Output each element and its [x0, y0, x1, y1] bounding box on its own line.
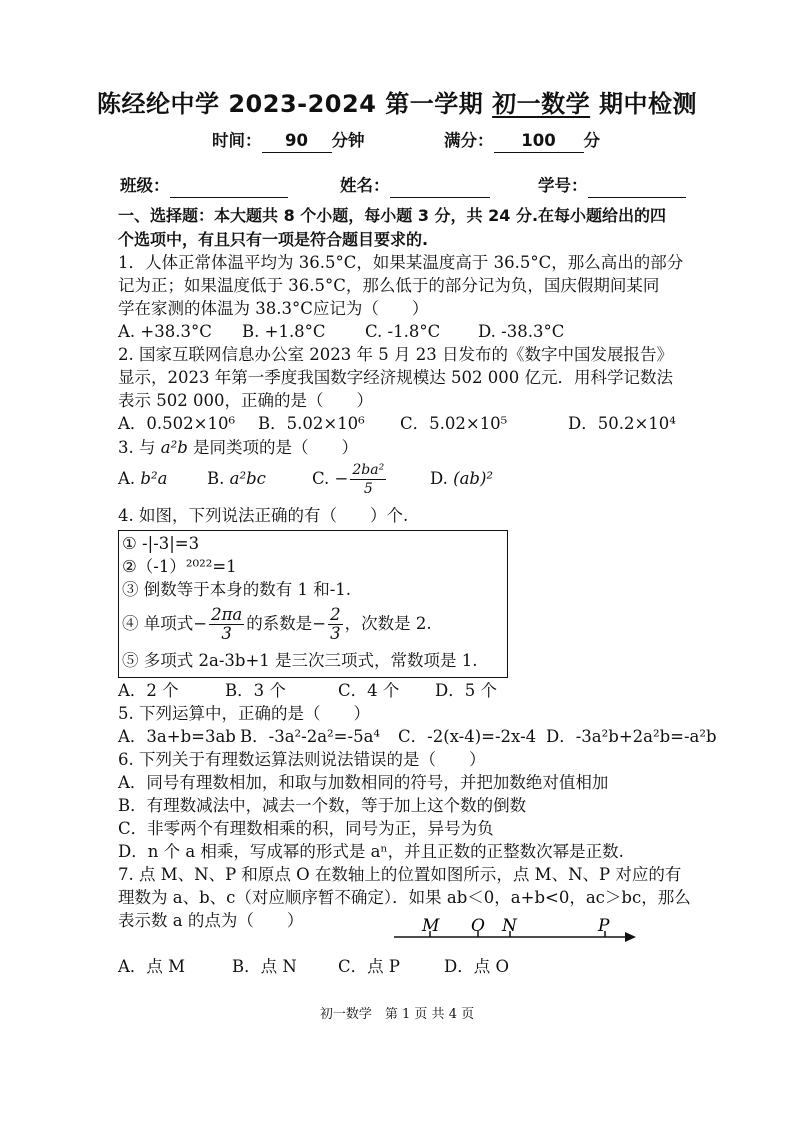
q4-s4-fraction-2	[328, 606, 343, 643]
q3-option-c	[312, 457, 388, 501]
q4-s4-den: 3	[221, 624, 232, 643]
q6-option-a: A．同号有理数相加，和取与加数相同的符号，并把加数绝对值相加	[118, 773, 609, 792]
id-blank[interactable]	[588, 175, 686, 198]
q2-option-c: C．5.02×10⁵	[400, 414, 508, 433]
q4-statement-1: ① -|-3|=3	[122, 534, 200, 553]
number-line-figure	[390, 916, 640, 946]
q4-s4-den2: 3	[330, 624, 341, 643]
score-row	[444, 130, 600, 153]
q2-option-b: B．5.02×10⁶	[258, 414, 365, 433]
q1-option-d: D. -38.3°C	[478, 322, 565, 341]
q3-d-expr: (ab)²	[453, 469, 494, 488]
q2-option-a: A．0.502×10⁶	[118, 414, 236, 433]
q3-c-sign: −	[334, 469, 349, 488]
page-footer: 初一数学 第 1 页 共 4 页	[319, 1007, 475, 1022]
q7-option-b: B．点 N	[232, 957, 297, 976]
section1-line1: 一、选择题：本大题共 8 个小题，每小题 3 分，共 24 分.在每小题给出的四	[118, 206, 667, 225]
time-unit: 分钟	[331, 131, 365, 150]
q3-c-numerator: 2ba²	[352, 462, 385, 478]
exam-title	[0, 84, 794, 119]
time-label: 时间：	[212, 131, 262, 150]
q3-c-fraction	[350, 461, 386, 498]
name-row	[340, 175, 490, 198]
q3-stem-post: 是同类项的是（ ）	[193, 438, 359, 457]
title-subject: 初一数学	[492, 90, 591, 118]
score-unit: 分	[583, 131, 600, 150]
q3-b-expr: a²bc	[229, 469, 266, 488]
q4-option-c: C．4 个	[338, 681, 400, 700]
q7-option-c: C．点 P	[338, 957, 400, 976]
id-label: 学号：	[538, 176, 588, 195]
label-o: O	[471, 916, 485, 936]
q3-c-label: C.	[312, 469, 330, 488]
q4-statement-5: ⑤ 多项式 2a-3b+1 是三次三项式，常数项是 1.	[122, 651, 478, 670]
q4-option-b: B．3 个	[225, 681, 286, 700]
q7-line2: 理数为 a、b、c（对应顺序暂不确定）．如果 ab＜0，a+b<0，ac＞bc，那么	[118, 888, 691, 907]
q4-statement-3: ③ 倒数等于本身的数有 1 和-1.	[122, 580, 352, 599]
q7-line1: 7. 点 M、N、P 和原点 O 在数轴上的位置如图所示，点 M、N、P 对应的有	[118, 865, 682, 884]
q2-option-d: D．50.2×10⁴	[568, 414, 676, 433]
q3-option-b	[207, 468, 266, 490]
score-label: 满分：	[444, 131, 494, 150]
q4-s4-mid: 的系数是	[246, 614, 313, 633]
q7-line3: 表示数 a 的点为（ ）	[118, 911, 304, 930]
q4-option-a: A．2 个	[118, 681, 179, 700]
q4-s4-num: 2πa	[211, 605, 243, 624]
q3-c-denominator: 5	[363, 481, 373, 497]
q5-option-a: A．3a+b=3ab	[118, 727, 236, 746]
q3-option-d	[430, 468, 493, 490]
q1-line2: 记为正；如果温度低于 36.5°C，那么低于的部分记为负，国庆假期间某同	[118, 276, 660, 295]
q1-option-b: B. +1.8°C	[242, 322, 326, 341]
q2-line2: 显示，2023 年第一季度我国数字经济规模达 502 000 亿元．用科学记数法	[118, 368, 673, 387]
q2-line3: 表示 502 000，正确的是（ ）	[118, 391, 373, 410]
q4-statement-4: ④ 单项式− $\frac{2\pi a}{3}$ 的系数是− $\frac{2}{3}$ ，次数是 2.	[122, 605, 432, 643]
q5-option-c: C．-2(x-4)=-2x-4	[398, 727, 537, 746]
label-m: M	[422, 916, 440, 936]
q6-option-d: D．n 个 a 相乘，写成幂的形式是 aⁿ，并且正数的正整数次幂是正数.	[118, 842, 624, 861]
number-line-arrow-icon	[625, 932, 636, 942]
q6-option-b: B．有理数减法中，减去一个数，等于加上这个数的倒数	[118, 796, 527, 815]
q4-statement-2: ②（-1）²⁰²²=1	[122, 557, 237, 576]
q3-option-a	[118, 468, 167, 490]
score-value: 100	[494, 130, 584, 153]
name-label: 姓名：	[340, 176, 390, 195]
time-value: 90	[262, 130, 332, 153]
q7-option-a: A．点 M	[118, 957, 186, 976]
q3-a-label: A.	[118, 469, 136, 488]
q3-a-expr: b²a	[140, 469, 168, 488]
q4-s4-fraction-1	[209, 606, 244, 643]
q7-option-d: D．点 O	[444, 957, 510, 976]
title-exam: 期中检测	[598, 90, 697, 118]
q6-option-c: C．非零两个有理数相乘的积，同号为正，异号为负	[118, 819, 494, 838]
label-p: P	[598, 916, 610, 936]
class-label: 班级：	[120, 176, 170, 195]
q4-option-d: D．5 个	[435, 681, 497, 700]
q1-option-c: C. -1.8°C	[365, 322, 441, 341]
q1-line3: 学在家测的体温为 38.3°C应记为（ ）	[118, 299, 429, 318]
class-row	[120, 175, 288, 198]
q1-line1: 1．人体正常体温平均为 36.5°C，如果某温度高于 36.5°C，那么高出的部分	[118, 253, 684, 272]
title-school: 陈经纶中学 2023-2024 第一学期	[97, 90, 484, 118]
q6-stem: 6. 下列关于有理数运算法则说法错误的是（ ）	[118, 750, 486, 769]
time-row	[212, 130, 365, 153]
q2-line1: 2. 国家互联网信息办公室 2023 年 5 月 23 日发布的《数字中国发展报告》	[118, 345, 673, 364]
q3-d-label: D.	[430, 469, 448, 488]
q4-s4-pre: ④ 单项式	[122, 614, 194, 633]
section1-line2: 个选项中，有且只有一项是符合题目要求的.	[118, 230, 429, 249]
name-blank[interactable]	[390, 175, 490, 198]
q5-option-b: B．-3a²-2a²=-5a⁴	[240, 727, 381, 746]
q4-s4-post: ，次数是 2.	[344, 614, 432, 633]
q1-option-a: A. +38.3°C	[118, 322, 212, 341]
q4-s4-num2: 2	[330, 605, 341, 624]
label-n: N	[502, 916, 517, 936]
q3-stem-expr: a²b	[160, 438, 188, 457]
q3-stem	[118, 437, 358, 459]
id-row	[538, 175, 686, 198]
q4-stem: 4. 如图，下列说法正确的有（ ）个.	[118, 506, 409, 525]
q3-stem-pre: 3. 与	[118, 438, 156, 457]
q5-stem: 5. 下列运算中，正确的是（ ）	[118, 704, 370, 723]
class-blank[interactable]	[170, 175, 288, 198]
q5-option-d: D．-3a²b+2a²b=-a²b	[546, 727, 717, 746]
q3-b-label: B.	[207, 469, 225, 488]
